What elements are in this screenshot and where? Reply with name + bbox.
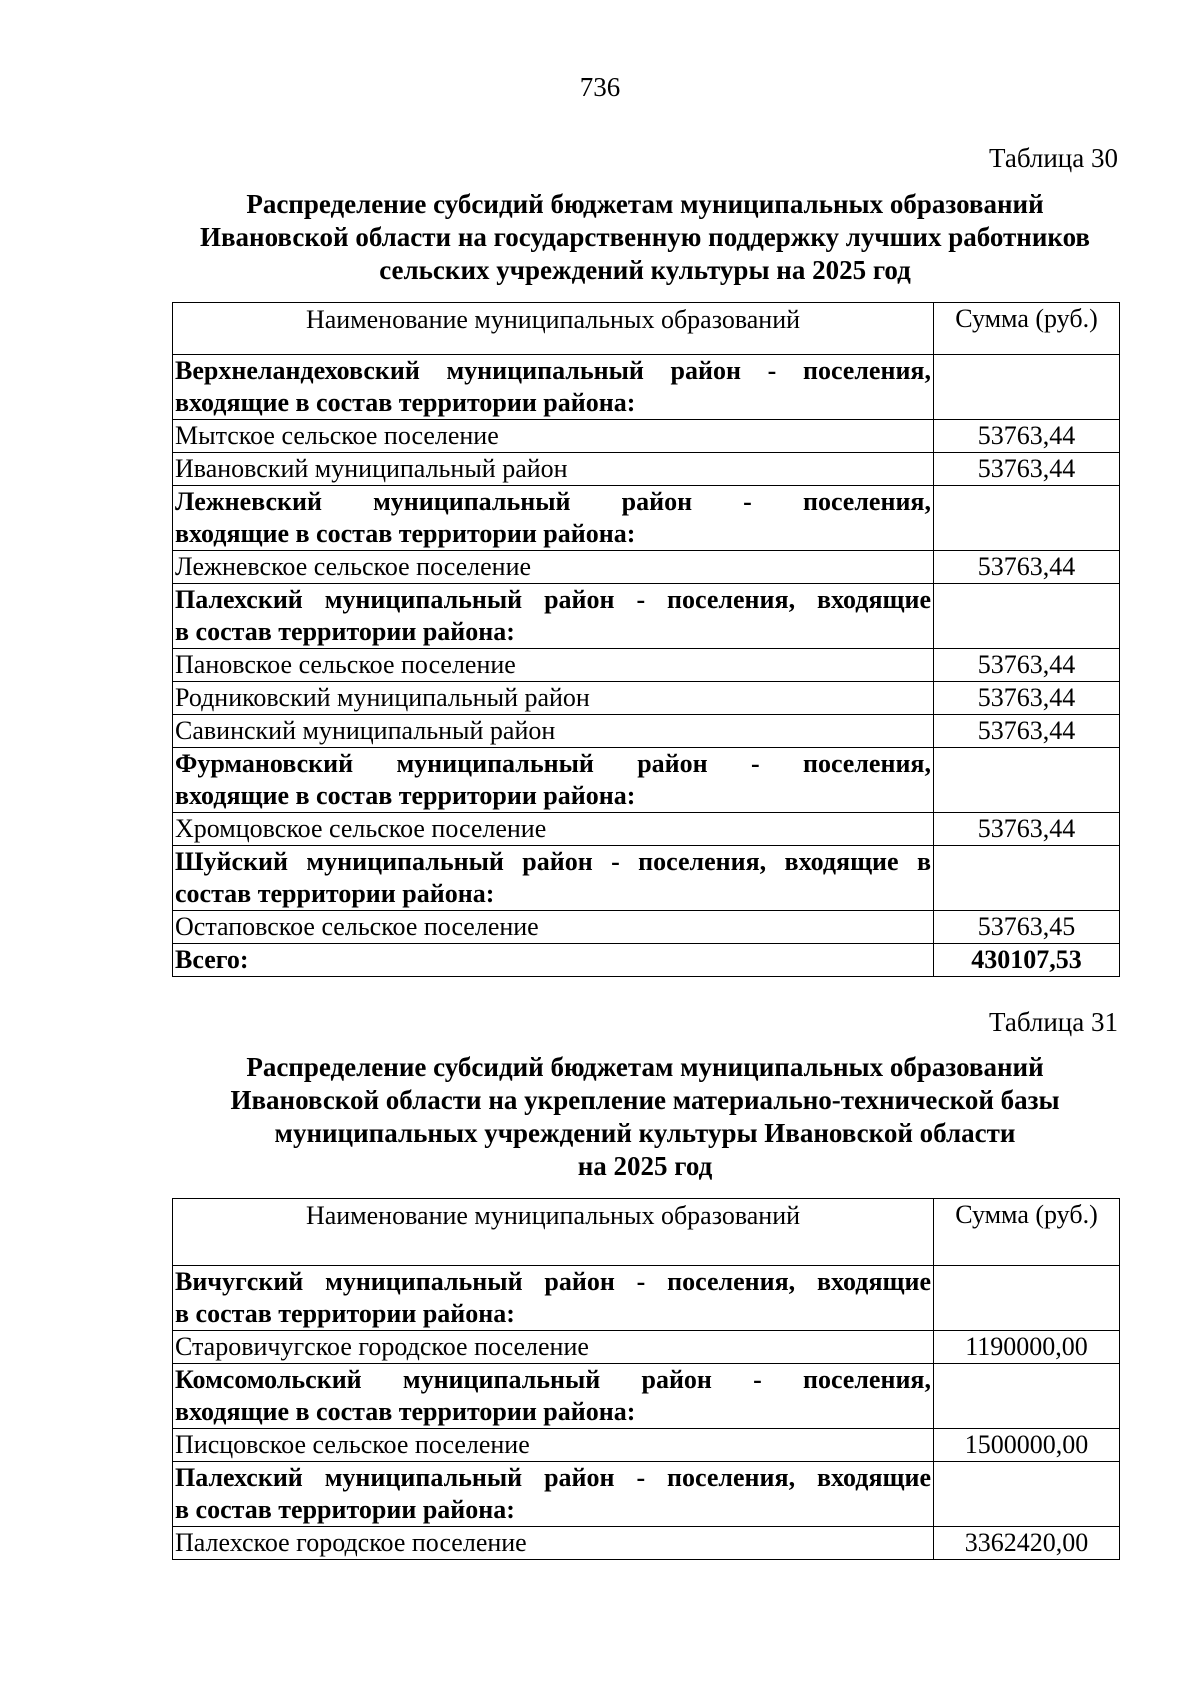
sum-cell bbox=[934, 1462, 1120, 1527]
group-name-line: входящие в состав территории района: bbox=[175, 781, 636, 810]
group-name-cell bbox=[173, 1266, 934, 1331]
table-row bbox=[173, 813, 1120, 846]
sum-cell: 53763,44 bbox=[934, 420, 1120, 453]
group-name-line: Лежневский муниципальный район - поселения, bbox=[175, 487, 931, 516]
group-name-cell bbox=[173, 846, 934, 911]
header-sum: Сумма (руб.) bbox=[934, 303, 1120, 355]
name-cell: Мытское сельское поселение bbox=[173, 420, 934, 453]
group-name-line: состав территории района: bbox=[175, 879, 495, 908]
name-cell: Пановское сельское поселение bbox=[173, 649, 934, 682]
group-name-cell bbox=[173, 1364, 934, 1429]
table-30-label: Таблица 30 bbox=[989, 143, 1118, 173]
group-name-line: в состав территории района: bbox=[175, 617, 515, 646]
sum-cell bbox=[934, 1266, 1120, 1331]
total-sum: 430107,53 bbox=[934, 944, 1120, 977]
table-31-title bbox=[140, 1051, 1150, 1183]
header-name: Наименование муниципальных образований bbox=[173, 303, 934, 355]
name-cell: Родниковский муниципальный район bbox=[173, 682, 934, 715]
group-name-cell bbox=[173, 486, 934, 551]
name-cell: Писцовское сельское поселение bbox=[173, 1429, 934, 1462]
table-row bbox=[173, 911, 1120, 944]
sum-cell: 53763,45 bbox=[934, 911, 1120, 944]
name-cell: Остаповское сельское поселение bbox=[173, 911, 934, 944]
sum-cell bbox=[934, 748, 1120, 813]
group-name-line: в состав территории района: bbox=[175, 1299, 515, 1328]
group-name-line: Палехский муниципальный район - поселения, входящие bbox=[175, 1463, 931, 1492]
sum-cell: 53763,44 bbox=[934, 649, 1120, 682]
sum-cell: 53763,44 bbox=[934, 551, 1120, 584]
sum-cell: 53763,44 bbox=[934, 682, 1120, 715]
name-cell: Хромцовское сельское поселение bbox=[173, 813, 934, 846]
sum-cell bbox=[934, 846, 1120, 911]
sum-cell bbox=[934, 584, 1120, 649]
sum-cell bbox=[934, 486, 1120, 551]
group-name-line: Шуйский муниципальный район - поселения, входящие в bbox=[175, 847, 931, 876]
title-line: Распределение субсидий бюджетам муниципальных образований bbox=[246, 189, 1044, 219]
group-name-line: Комсомольский муниципальный район - поселения, bbox=[175, 1365, 931, 1394]
group-row bbox=[173, 486, 1120, 551]
sum-cell bbox=[934, 1364, 1120, 1429]
title-line: Ивановской области на укрепление материально-технической базы bbox=[230, 1085, 1060, 1115]
table-row bbox=[173, 453, 1120, 486]
header-name: Наименование муниципальных образований bbox=[173, 1199, 934, 1266]
table-31-label: Таблица 31 bbox=[989, 1007, 1118, 1037]
name-cell: Савинский муниципальный район bbox=[173, 715, 934, 748]
table-row bbox=[173, 682, 1120, 715]
name-cell: Старовичугское городское поселение bbox=[173, 1331, 934, 1364]
group-row bbox=[173, 355, 1120, 420]
group-name-line: в состав территории района: bbox=[175, 1495, 515, 1524]
sum-cell: 53763,44 bbox=[934, 715, 1120, 748]
total-row bbox=[173, 944, 1120, 977]
subsidy-table-31 bbox=[172, 1198, 1120, 1560]
group-name-cell bbox=[173, 355, 934, 420]
group-name-cell bbox=[173, 748, 934, 813]
sum-cell: 53763,44 bbox=[934, 453, 1120, 486]
table-row bbox=[173, 1527, 1120, 1560]
group-row bbox=[173, 1364, 1120, 1429]
table-row bbox=[173, 1331, 1120, 1364]
title-line: на 2025 год bbox=[577, 1151, 713, 1181]
group-row bbox=[173, 584, 1120, 649]
sum-cell: 1190000,00 bbox=[934, 1331, 1120, 1364]
group-name-cell bbox=[173, 1462, 934, 1527]
total-label: Всего: bbox=[173, 944, 934, 977]
group-row bbox=[173, 846, 1120, 911]
sum-cell: 3362420,00 bbox=[934, 1527, 1120, 1560]
group-name-line: Фурмановский муниципальный район - поселения, bbox=[175, 749, 931, 778]
table-row bbox=[173, 420, 1120, 453]
title-line: Ивановской области на государственную поддержку лучших работников bbox=[199, 222, 1091, 252]
subsidy-table-30 bbox=[172, 302, 1120, 977]
table-row bbox=[173, 715, 1120, 748]
group-name-line: входящие в состав территории района: bbox=[175, 1397, 636, 1426]
table-row bbox=[173, 1429, 1120, 1462]
title-line: сельских учреждений культуры на 2025 год bbox=[379, 255, 911, 285]
group-row bbox=[173, 1462, 1120, 1527]
group-name-line: Вичугский муниципальный район - поселения, входящие bbox=[175, 1267, 931, 1296]
name-cell: Лежневское сельское поселение bbox=[173, 551, 934, 584]
name-cell: Палехское городское поселение bbox=[173, 1527, 934, 1560]
group-name-line: входящие в состав территории района: bbox=[175, 519, 636, 548]
table-30-title bbox=[140, 188, 1150, 287]
group-name-line: входящие в состав территории района: bbox=[175, 388, 636, 417]
group-name-cell bbox=[173, 584, 934, 649]
sum-cell bbox=[934, 355, 1120, 420]
header-sum: Сумма (руб.) bbox=[934, 1199, 1120, 1266]
group-name-line: Верхнеландеховский муниципальный район - поселения, bbox=[175, 356, 931, 385]
group-name-line: Палехский муниципальный район - поселения, входящие bbox=[175, 585, 931, 614]
table-header-row bbox=[173, 303, 1120, 355]
group-row bbox=[173, 748, 1120, 813]
table-row bbox=[173, 551, 1120, 584]
sum-cell: 1500000,00 bbox=[934, 1429, 1120, 1462]
name-cell: Ивановский муниципальный район bbox=[173, 453, 934, 486]
table-row bbox=[173, 649, 1120, 682]
sum-cell: 53763,44 bbox=[934, 813, 1120, 846]
title-line: муниципальных учреждений культуры Ивановской области bbox=[274, 1118, 1016, 1148]
title-line: Распределение субсидий бюджетам муниципальных образований bbox=[246, 1052, 1044, 1082]
page-number: 736 bbox=[579, 72, 621, 102]
table-header-row bbox=[173, 1199, 1120, 1266]
group-row bbox=[173, 1266, 1120, 1331]
